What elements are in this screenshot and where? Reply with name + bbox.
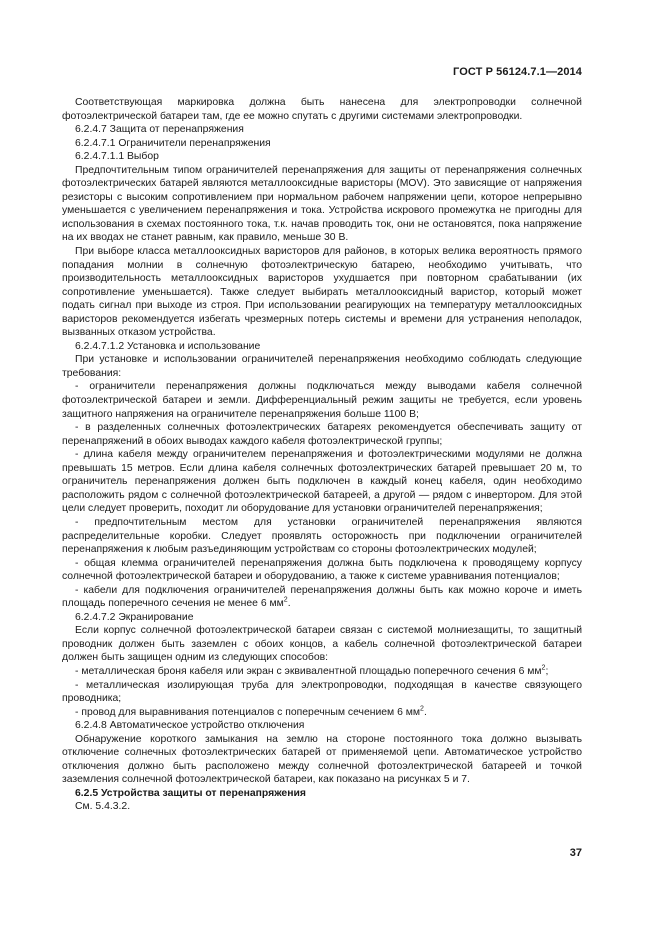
list-item [62, 706, 582, 720]
list-item: - в разделенных солнечных фотоэлектрических батареях рекомендуется обеспечивать защиту от перенапряжений в обоих выводах каждого кабеля фотоэлектрической группы; [62, 422, 582, 447]
punctuation: . [423, 706, 427, 718]
superscript: 2 [283, 596, 288, 604]
punctuation: . [287, 598, 291, 610]
superscript: 2 [420, 705, 424, 713]
list-item-text: - кабели для подключения ограничителей перенапряжения должны быть как можно короче и иметь площадь поперечного сечения не менее 6 мм [62, 584, 582, 610]
paragraph: Если корпус солнечной фотоэлектрической батареи связан с системой молниезащиты, то защитный проводник должен быть заземлен с обоих концов, а кабель солнечной фотоэлектрической батареи должен быть защищен одним из следующих способов: [62, 625, 582, 664]
paragraph: Соответствующая маркировка должна быть нанесена для электропроводки солнечной фотоэлектрической батареи там, где ее можно спутать с другими системами электропроводки. [62, 97, 582, 122]
list-item: - металлическая изолирующая труба для электропроводки, подходящая в качестве связующего проводника; [62, 679, 582, 705]
section-heading: 6.2.4.7.2 Экранирование [75, 611, 194, 623]
page-number: 37 [569, 847, 582, 859]
standard-header: ГОСТ Р 56124.7.1—2014 [453, 66, 582, 78]
list-item-text: - провод для выравнивания потенциалов с поперечным сечением 6 мм [75, 706, 421, 718]
document-body [62, 96, 582, 814]
paragraph: При установке и использовании ограничителей перенапряжения необходимо соблюдать следующие требования: [62, 354, 582, 379]
section-heading: 6.2.4.8 Автоматическое устройство отключения [75, 720, 305, 732]
punctuation: ; [545, 665, 549, 677]
section-heading: 6.2.4.7.1.1 Выбор [75, 151, 159, 163]
list-item-text: - металлическая броня кабеля или экран с эквивалентной площадью поперечного сечения 6 мм [75, 665, 542, 677]
list-item: - ограничители перенапряжения должны подключаться между выводами кабеля солнечной фотоэлектрической батареи и земли. Дифференциальный режим защиты не требуется, если уровень защитного напряжения на ограничителе перенапряжения больше 1100 В; [62, 381, 582, 420]
paragraph: См. 5.4.3.2. [75, 801, 131, 813]
section-heading: 6.2.4.7 Защита от перенапряжения [75, 124, 244, 136]
section-heading: 6.2.5 Устройства защиты от перенапряжения [75, 787, 306, 799]
list-item [62, 665, 582, 679]
section-heading: 6.2.4.7.1.2 Установка и использование [75, 340, 261, 352]
paragraph: Предпочтительным типом ограничителей перенапряжения для защиты от перенапряжения солнечных фотоэлектрических батарей являются металлооксидные варисторы (MOV). Это зависящие от напряжения резисторы с высоким сопротивлением при нормальном рабочем напряжении цепи, которое непрерывно уменьшается с увеличением перенапряжения и тока. Устройства искрового промежутка не пригодны для использования в схемах постоянного тока, т.к. начав проводить ток, они не остановятся, пока напряжение на их вводах не станет равным, как правило, меньше 30 В. [62, 164, 582, 244]
list-item: - предпочтительным местом для установки ограничителей перенапряжения являются распределительные коробки. Следует проявлять осторожность при подключении ограничителей перенапряжения к любым разъединяющим устройствам со стороны фотоэлектрических модулей; [62, 516, 582, 556]
section-heading: 6.2.4.7.1 Ограничители перенапряжения [75, 137, 271, 149]
paragraph: Обнаружение короткого замыкания на землю на стороне постоянного тока должно вызывать отключение солнечных фотоэлектрических батарей от применяемой цепи. Автоматическое устройство отключения должно быть расположено между солнечной фотоэлектрической батареей и точкой заземления солнечной фотоэлектрической батареи, как показано на рисунках 5 и 7. [62, 733, 582, 786]
list-item: - длина кабеля между ограничителем перенапряжения и фотоэлектрическими модулями не должна превышать 15 метров. Если длина кабеля солнечных фотоэлектрических батарей превышает 20 м, то ограничитель перенапряжения должен быть подключен в каждый конец кабеля, один необходимо расположить рядом с солнечной фотоэлектрической батареей, а другой — рядом с инвертором. Для этой цели следует проверить, походит ли оборудование для установки ограничителей перенапряжения; [62, 449, 582, 515]
paragraph: При выборе класса металлооксидных варисторов для районов, в которых велика вероятность прямого попадания молнии в солнечную фотоэлектрическую батарею, необходимо учитывать, что производительность металлооксидных варисторов ухудшается при повторном срабатывании (их сопротивление уменьшается). Также следует выбирать металлооксидный варистор, который может подать сигнал при выходе из строя. При использовании реагирующих на температуру металлооксидных варисторов рекомендуется избегать чрезмерных потерь системы и времени для устранения неполадок, вызванных отказом устройства. [62, 246, 582, 339]
superscript: 2 [541, 664, 546, 672]
list-item: - общая клемма ограничителей перенапряжения должна быть подключена к проводящему корпусу солнечной фотоэлектрической батареи и оборудованию, а также к системе уравнивания потенциалов; [62, 557, 582, 583]
list-item [62, 584, 582, 611]
